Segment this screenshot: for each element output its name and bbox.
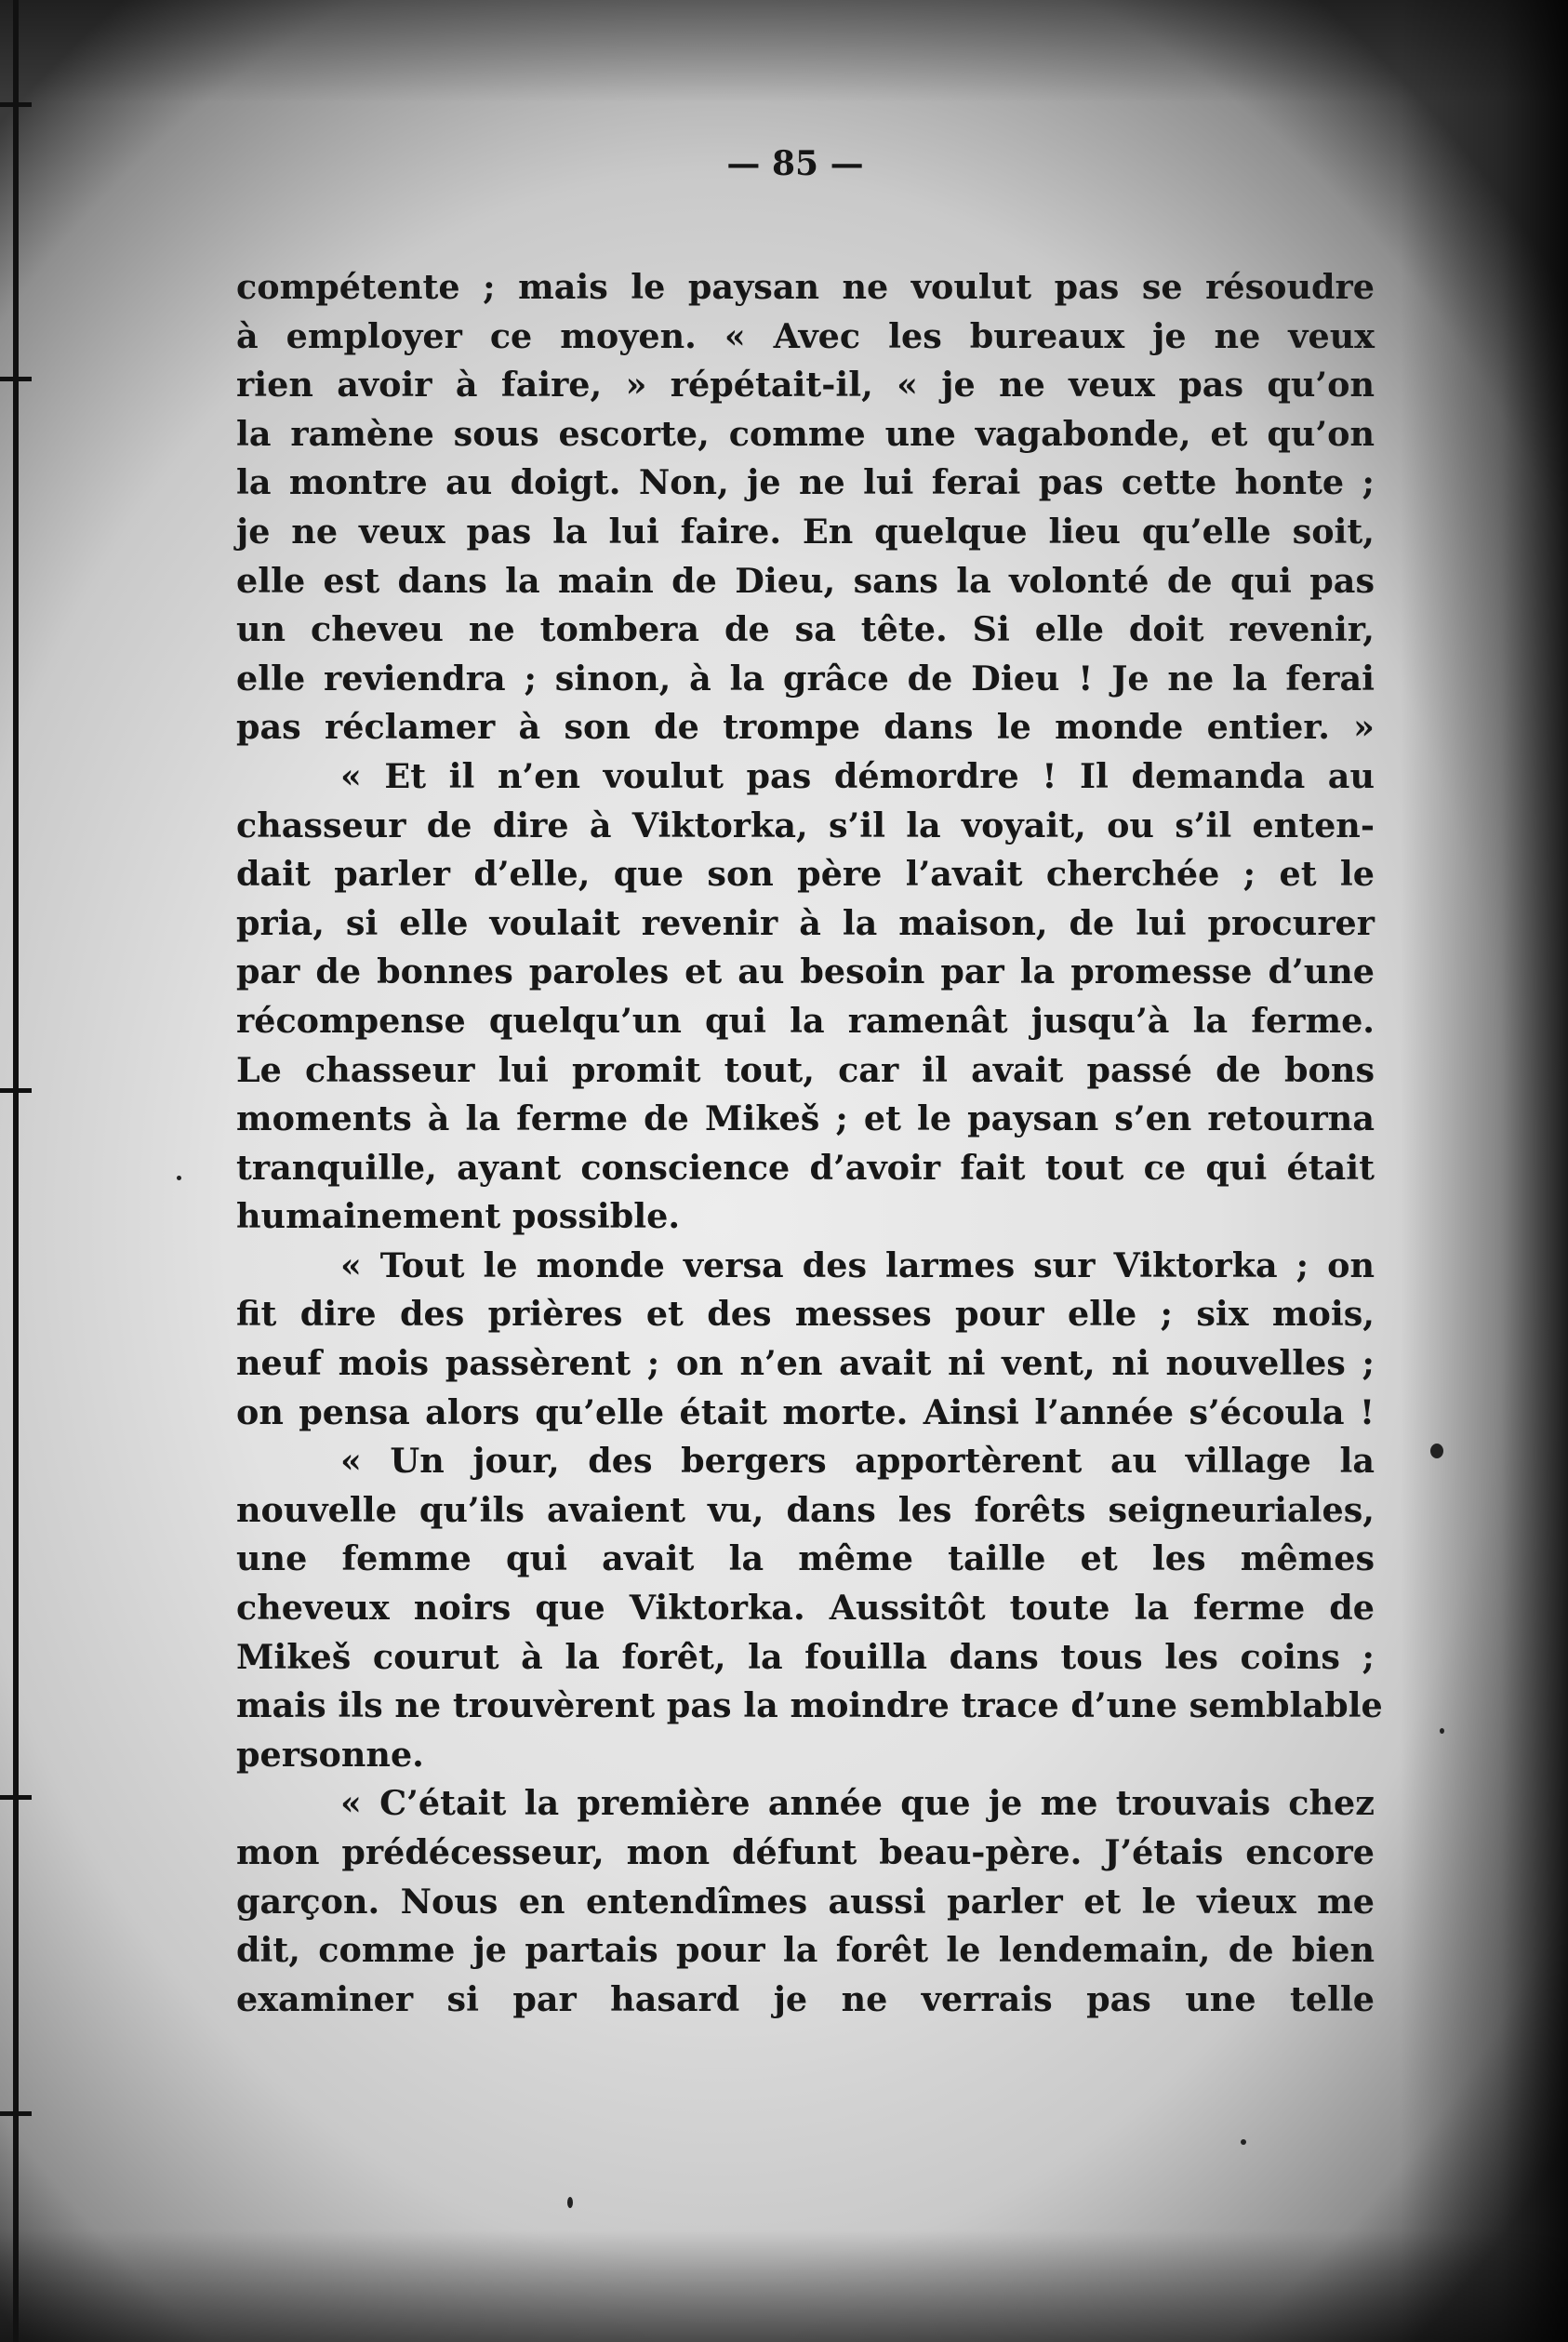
scan-shadow-right (1401, 0, 1568, 2342)
text-line: par de bonnes paroles et au besoin par la promesse d’une (236, 951, 1375, 992)
scan-shadow-bottom (0, 2230, 1568, 2342)
text-line: « Tout le monde versa des larmes sur Viktorka ; on (340, 1244, 1375, 1285)
binding-tick (0, 377, 32, 381)
text-line: nouvelle qu’ils avaient vu, dans les forêts seigneuriales, (236, 1489, 1375, 1530)
text-line: « C’était la première année que je me trouvais chez (340, 1783, 1375, 1824)
text-line: elle reviendra ; sinon, à la grâce de Dieu ! Je ne la ferai (236, 658, 1375, 699)
text-line: compétente ; mais le paysan ne voulut pas se résoudre (236, 267, 1375, 307)
binding-tick (0, 1088, 32, 1093)
text-line: une femme qui avait la même taille et les mêmes (236, 1538, 1375, 1579)
text-line: pria, si elle voulait revenir à la maison, de lui procurer (236, 902, 1375, 943)
binding-edge (13, 0, 19, 2342)
text-line: cheveux noirs que Viktorka. Aussitôt toute la ferme de (236, 1588, 1375, 1629)
text-line: « Et il n’en voulut pas démordre ! Il demanda au (340, 755, 1375, 796)
ink-speck (1241, 2139, 1246, 2145)
text-line: personne. (236, 1734, 424, 1775)
ink-speck (567, 2197, 573, 2208)
text-line: on pensa alors qu’elle était morte. Ainsi l’année s’écoula ! (236, 1391, 1375, 1432)
text-line: moments à la ferme de Mikeš ; et le paysan s’en retourna (236, 1098, 1375, 1139)
page-number: — 85 — (726, 144, 864, 183)
text-line: tranquille, ayant conscience d’avoir fait tout ce qui était (236, 1147, 1375, 1188)
text-line: fit dire des prières et des messes pour elle ; six mois, (236, 1294, 1375, 1335)
text-line: elle est dans la main de Dieu, sans la volonté de qui pas (236, 560, 1375, 601)
binding-tick (0, 2111, 32, 2116)
binding-tick (0, 1795, 32, 1800)
text-line: mais ils ne trouvèrent pas la moindre trace d’une semblable (236, 1685, 1383, 1726)
text-line: récompense quelqu’un qui la ramenât jusqu’à la ferme. (236, 1000, 1375, 1041)
ink-speck (1440, 1728, 1444, 1734)
text-line: Le chasseur lui promit tout, car il avait passé de bons (236, 1049, 1375, 1090)
text-line: la montre au doigt. Non, je ne lui ferai pas cette honte ; (236, 462, 1375, 503)
scan-shadow-top (0, 0, 1568, 102)
text-line: examiner si par hasard je ne verrais pas une telle (236, 1978, 1375, 2019)
text-line: un cheveu ne tombera de sa tête. Si elle doit revenir, (236, 609, 1375, 650)
text-line: je ne veux pas la lui faire. En quelque lieu qu’elle soit, (236, 511, 1375, 552)
text-line: neuf mois passèrent ; on n’en avait ni vent, ni nouvelles ; (236, 1343, 1375, 1384)
text-line: dait parler d’elle, que son père l’avait cherchée ; et le (236, 854, 1375, 895)
text-line: rien avoir à faire, » répétait-il, « je ne veux pas qu’on (236, 365, 1375, 406)
text-line: chasseur de dire à Viktorka, s’il la voyait, ou s’il enten- (236, 805, 1375, 845)
text-line: garçon. Nous en entendîmes aussi parler et le vieux me (236, 1881, 1375, 1922)
text-line: à employer ce moyen. « Avec les bureaux je ne veux (236, 315, 1375, 356)
text-line: pas réclamer à son de trompe dans le monde entier. » (236, 707, 1375, 748)
binding-tick (0, 102, 32, 107)
text-line: « Un jour, des bergers apportèrent au village la (340, 1441, 1375, 1482)
ink-speck (1430, 1444, 1443, 1458)
ink-speck (177, 1176, 181, 1180)
text-line: dit, comme je partais pour la forêt le lendemain, de bien (236, 1930, 1375, 1971)
text-line: Mikeš courut à la forêt, la fouilla dans tous les coins ; (236, 1636, 1375, 1677)
text-line: mon prédécesseur, mon défunt beau-père. J’étais encore (236, 1832, 1375, 1872)
text-line: la ramène sous escorte, comme une vagabonde, et qu’on (236, 413, 1375, 454)
text-line: humainement possible. (236, 1196, 681, 1237)
body-text (236, 263, 1383, 2024)
